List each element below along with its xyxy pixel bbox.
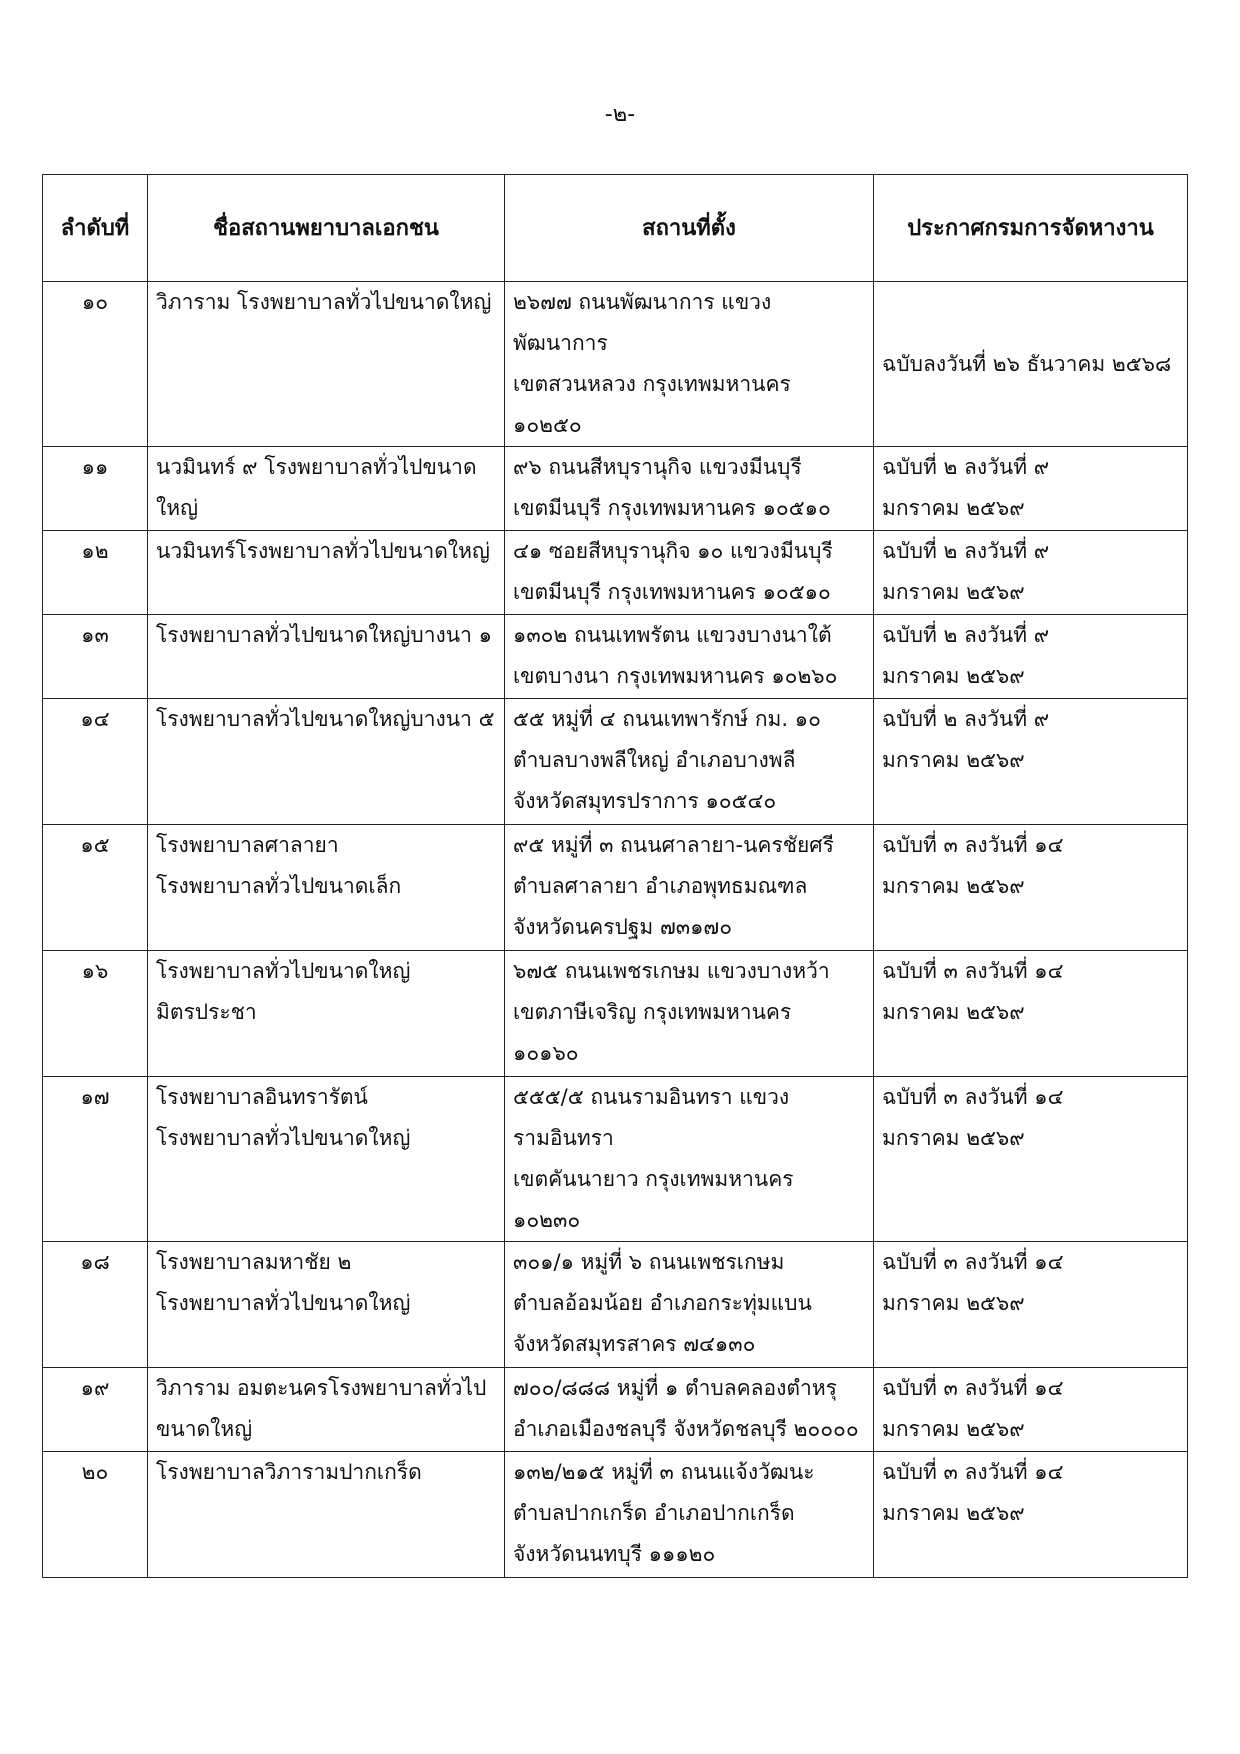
notice-reference-line: มกราคม ๒๕๖๙ <box>882 1126 1025 1150</box>
notice-reference-line: ฉบับที่ ๒ ลงวันที่ ๙ <box>882 623 1050 647</box>
hospital-address <box>505 1077 874 1242</box>
hospital-address-line: ๑๓๐๒ ถนนเทพรัตน แขวงบางนาใต้ <box>513 623 832 647</box>
notice-reference <box>874 1368 1188 1452</box>
row-index: ๑๒ <box>43 531 148 615</box>
table-row <box>43 615 1188 699</box>
hospital-address-line: เขตมีนบุรี กรุงเทพมหานคร ๑๐๕๑๐ <box>513 580 831 604</box>
hospital-name-line: วิภาราม โรงพยาบาลทั่วไปขนาดใหญ่ <box>156 290 492 314</box>
hospital-address-line: ๙๖ ถนนสีหบุรานุกิจ แขวงมีนบุรี <box>513 455 802 479</box>
table-row <box>43 1242 1188 1368</box>
notice-reference-line: ฉบับลงวันที่ ๒๖ ธันวาคม ๒๕๖๘ <box>882 351 1172 376</box>
hospital-table <box>42 174 1188 1578</box>
notice-reference-line: มกราคม ๒๕๖๙ <box>882 580 1025 604</box>
table-row <box>43 1452 1188 1578</box>
notice-reference-line: ฉบับที่ ๓ ลงวันที่ ๑๔ <box>882 1460 1064 1484</box>
hospital-address <box>505 615 874 699</box>
hospital-address-line: ๕๕ หมู่ที่ ๔ ถนนเทพารักษ์ กม. ๑๐ <box>513 707 821 731</box>
hospital-address-line: เขตภาษีเจริญ กรุงเทพมหานคร <box>513 1000 792 1024</box>
table-body <box>43 282 1188 1578</box>
hospital-name <box>148 615 505 699</box>
row-index: ๑๔ <box>43 699 148 825</box>
notice-reference-line: มกราคม ๒๕๖๙ <box>882 1417 1025 1441</box>
table-header-row <box>43 175 1188 282</box>
table-row <box>43 447 1188 531</box>
header-notice: ประกาศกรมการจัดหางาน <box>874 175 1188 282</box>
hospital-name <box>148 1077 505 1242</box>
row-index: ๒๐ <box>43 1452 148 1578</box>
hospital-name <box>148 1242 505 1368</box>
table-row <box>43 1077 1188 1242</box>
notice-reference-line: ฉบับที่ ๒ ลงวันที่ ๙ <box>882 539 1050 563</box>
row-index: ๑๓ <box>43 615 148 699</box>
notice-reference <box>874 531 1188 615</box>
hospital-address-line: ๓๐๑/๑ หมู่ที่ ๖ ถนนเพชรเกษม <box>513 1250 785 1274</box>
hospital-name <box>148 531 505 615</box>
notice-reference <box>874 615 1188 699</box>
hospital-name-line: นวมินทร์ ๙ โรงพยาบาลทั่วไปขนาดใหญ่ <box>156 455 477 520</box>
hospital-name-line: นวมินทร์โรงพยาบาลทั่วไปขนาดใหญ่ <box>156 539 490 563</box>
hospital-name-line: โรงพยาบาลวิภารามปากเกร็ด <box>156 1460 422 1484</box>
notice-reference-line: ฉบับที่ ๓ ลงวันที่ ๑๔ <box>882 1250 1064 1274</box>
notice-reference-line: ฉบับที่ ๒ ลงวันที่ ๙ <box>882 707 1050 731</box>
hospital-name <box>148 825 505 951</box>
hospital-name-line: โรงพยาบาลทั่วไปขนาดเล็ก <box>156 874 402 898</box>
notice-reference <box>874 1452 1188 1578</box>
header-name: ชื่อสถานพยาบาลเอกชน <box>148 175 505 282</box>
notice-reference <box>874 1077 1188 1242</box>
hospital-name <box>148 951 505 1077</box>
table-row <box>43 699 1188 825</box>
notice-reference-line: ฉบับที่ ๓ ลงวันที่ ๑๔ <box>882 1085 1064 1109</box>
notice-reference-line: มกราคม ๒๕๖๙ <box>882 664 1025 688</box>
header-location: สถานที่ตั้ง <box>505 175 874 282</box>
hospital-address-line: จังหวัดนนทบุรี ๑๑๑๒๐ <box>513 1542 716 1566</box>
header-index: ลำดับที่ <box>43 175 148 282</box>
hospital-address-line: ตำบลอ้อมน้อย อำเภอกระทุ่มแบน <box>513 1291 812 1315</box>
notice-reference <box>874 825 1188 951</box>
hospital-address-line: จังหวัดสมุทรสาคร ๗๔๑๓๐ <box>513 1332 756 1356</box>
hospital-address-line: ๗๐๐/๘๘๘ หมู่ที่ ๑ ตำบลคลองตำหรุ <box>513 1376 837 1400</box>
hospital-name-line: โรงพยาบาลอินทรารัตน์ <box>156 1085 368 1109</box>
hospital-address-line: เขตสวนหลวง กรุงเทพมหานคร <box>513 372 791 396</box>
notice-reference-line: มกราคม ๒๕๖๙ <box>882 748 1025 772</box>
table-row <box>43 825 1188 951</box>
hospital-name <box>148 447 505 531</box>
hospital-address-line: ๑๓๒/๒๑๕ หมู่ที่ ๓ ถนนแจ้งวัฒนะ <box>513 1460 815 1484</box>
hospital-name <box>148 699 505 825</box>
hospital-address-line: อำเภอเมืองชลบุรี จังหวัดชลบุรี ๒๐๐๐๐ <box>513 1417 859 1441</box>
hospital-name-line: วิภาราม อมตะนครโรงพยาบาลทั่วไป <box>156 1376 487 1400</box>
hospital-address-line: จังหวัดนครปฐม ๗๓๑๗๐ <box>513 915 733 939</box>
hospital-name-line: โรงพยาบาลศาลายา <box>156 833 339 857</box>
notice-reference-line: ฉบับที่ ๓ ลงวันที่ ๑๔ <box>882 833 1064 857</box>
hospital-address <box>505 447 874 531</box>
hospital-name-line: โรงพยาบาลทั่วไปขนาดใหญ่ <box>156 1126 411 1150</box>
row-index: ๑๗ <box>43 1077 148 1242</box>
hospital-address <box>505 531 874 615</box>
notice-reference <box>874 282 1188 447</box>
table-row <box>43 282 1188 447</box>
hospital-address <box>505 1368 874 1452</box>
hospital-name <box>148 1452 505 1578</box>
table-row <box>43 951 1188 1077</box>
hospital-address-line: ตำบลบางพลีใหญ่ อำเภอบางพลี <box>513 748 796 772</box>
notice-reference <box>874 1242 1188 1368</box>
notice-reference <box>874 447 1188 531</box>
hospital-address-line: ตำบลปากเกร็ด อำเภอปากเกร็ด <box>513 1501 795 1525</box>
notice-reference-line: มกราคม ๒๕๖๙ <box>882 1501 1025 1525</box>
hospital-name <box>148 282 505 447</box>
page-number: -๒- <box>604 102 636 127</box>
hospital-address-line: เขตมีนบุรี กรุงเทพมหานคร ๑๐๕๑๐ <box>513 496 831 520</box>
notice-reference-line: ฉบับที่ ๒ ลงวันที่ ๙ <box>882 455 1050 479</box>
hospital-address-line: จังหวัดสมุทรปราการ ๑๐๕๔๐ <box>513 789 777 813</box>
notice-reference-line: มกราคม ๒๕๖๙ <box>882 1291 1025 1315</box>
hospital-name-line: โรงพยาบาลทั่วไปขนาดใหญ่บางนา ๕ <box>156 707 495 731</box>
row-index: ๑๖ <box>43 951 148 1077</box>
hospital-address <box>505 282 874 447</box>
hospital-address-line: ตำบลศาลายา อำเภอพุทธมณฑล <box>513 874 808 898</box>
hospital-address-line: ๔๑ ซอยสีหบุรานุกิจ ๑๐ แขวงมีนบุรี <box>513 539 833 563</box>
hospital-address-line: ๑๐๒๕๐ <box>513 413 582 437</box>
hospital-address-line: ๑๐๑๖๐ <box>513 1041 579 1065</box>
notice-reference <box>874 951 1188 1077</box>
hospital-address-line: ๖๗๕ ถนนเพชรเกษม แขวงบางหว้า <box>513 959 830 983</box>
row-index: ๑๐ <box>43 282 148 447</box>
hospital-address-line: เขตบางนา กรุงเทพมหานคร ๑๐๒๖๐ <box>513 664 838 688</box>
notice-reference <box>874 699 1188 825</box>
hospital-name-line: โรงพยาบาลมหาชัย ๒ <box>156 1250 352 1274</box>
hospital-name-line: โรงพยาบาลทั่วไปขนาดใหญ่บางนา ๑ <box>156 623 492 647</box>
row-index: ๑๘ <box>43 1242 148 1368</box>
table-row <box>43 531 1188 615</box>
notice-reference-line: มกราคม ๒๕๖๙ <box>882 496 1025 520</box>
table-row <box>43 1368 1188 1452</box>
hospital-address-line: ๒๖๗๗ ถนนพัฒนาการ แขวงพัฒนาการ <box>513 290 772 355</box>
notice-reference-line: ฉบับที่ ๓ ลงวันที่ ๑๔ <box>882 959 1064 983</box>
notice-reference-line: มกราคม ๒๕๖๙ <box>882 874 1025 898</box>
notice-reference-line: มกราคม ๒๕๖๙ <box>882 1000 1025 1024</box>
hospital-name-line: ขนาดใหญ่ <box>156 1417 253 1441</box>
hospital-address <box>505 951 874 1077</box>
hospital-address <box>505 825 874 951</box>
hospital-address <box>505 699 874 825</box>
hospital-name-line: โรงพยาบาลทั่วไปขนาดใหญ่ <box>156 1291 411 1315</box>
hospital-address-line: เขตคันนายาว กรุงเทพมหานคร ๑๐๒๓๐ <box>513 1167 794 1232</box>
notice-reference-line: ฉบับที่ ๓ ลงวันที่ ๑๔ <box>882 1376 1064 1400</box>
hospital-address <box>505 1242 874 1368</box>
row-index: ๑๙ <box>43 1368 148 1452</box>
hospital-address-line: ๙๕ หมู่ที่ ๓ ถนนศาลายา-นครชัยศรี <box>513 833 834 857</box>
hospital-name <box>148 1368 505 1452</box>
hospital-address-line: ๕๕๕/๕ ถนนรามอินทรา แขวงรามอินทรา <box>513 1085 790 1150</box>
row-index: ๑๑ <box>43 447 148 531</box>
row-index: ๑๕ <box>43 825 148 951</box>
hospital-name-line: โรงพยาบาลทั่วไปขนาดใหญ่มิตรประชา <box>156 959 411 1024</box>
hospital-address <box>505 1452 874 1578</box>
